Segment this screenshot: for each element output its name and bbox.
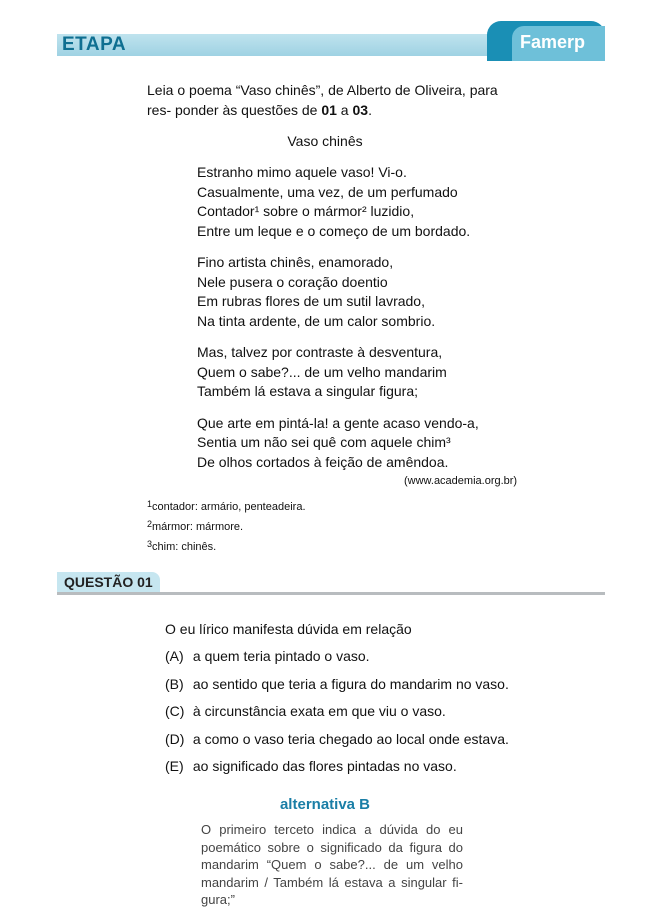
poem (197, 163, 479, 484)
intro-from: 01 (321, 102, 337, 118)
footnote (147, 497, 306, 517)
intro-to: 03 (352, 102, 369, 118)
stanza-4 (197, 414, 479, 473)
answer-explanation: O primeiro terceto indica a dúvida do eu poemático sobre o significado da figura do mandarim “Quem o sabe?... de um velho mandarim / Também lá estava a singular fi- gura;” (201, 822, 463, 907)
footnotes (147, 497, 306, 557)
footnote-number: 1 (147, 499, 153, 509)
intro-body: Leia o poema “Vaso chinês”, de Alberto de Oliveira, para res- ponder às questões de (147, 82, 498, 118)
option-text: ao significado das flores pintadas no vaso. (192, 758, 457, 774)
footnote (147, 517, 306, 537)
exam-name: Famerp (520, 32, 586, 52)
poem-line: Sentia um não sei quê com aquele chim³ (197, 434, 451, 450)
option-letter: (A) (165, 648, 184, 664)
stanza-3 (197, 343, 479, 402)
brand-logo: ETAPA (62, 34, 127, 55)
poem-line: Contador¹ sobre o mármor² luzidio, (197, 203, 415, 219)
poem-title: Vaso chinês (287, 133, 363, 149)
option-text: ao sentido que teria a figura do mandarim no vaso. (192, 675, 509, 692)
poem-line: Fino artista chinês, enamorado, (197, 254, 394, 270)
option-d (165, 731, 509, 759)
option-letter: (C) (165, 703, 185, 719)
poem-line: Entre um leque e o começo de um bordado. (197, 222, 471, 239)
poem-line: Nele pusera o coração doentio (197, 273, 388, 290)
poem-line: Estranho mimo aquele vaso! Vi-o. (197, 164, 407, 180)
option-letter: (B) (165, 675, 184, 692)
footnote-text: mármor: mármore. (152, 521, 244, 533)
poem-line: Quem o sabe?... de um velho mandarim (197, 363, 447, 380)
option-text: a como o vaso teria chegado ao local onde estava. (192, 730, 509, 747)
option-letter: (E) (165, 758, 184, 774)
question-divider (57, 592, 605, 595)
option-c (165, 703, 509, 731)
stanza-2 (197, 253, 479, 331)
option-text: a quem teria pintado o vaso. (192, 648, 370, 664)
question-label: QUESTÃO 01 (64, 574, 153, 590)
poem-line: Mas, talvez por contraste à desventura, (197, 344, 443, 360)
option-a (165, 648, 509, 676)
footnote-text: chim: chinês. (152, 541, 217, 553)
footnote-text: contador: armário, penteadeira. (152, 501, 306, 513)
poem-line: Em rubras flores de um sutil lavrado, (197, 293, 425, 309)
option-text: à circunstância exata em que viu o vaso. (192, 703, 446, 719)
footnote (147, 537, 306, 557)
intro-connector: a (336, 102, 353, 118)
footnote-number: 2 (147, 519, 153, 529)
stanza-1 (197, 163, 479, 241)
question-prompt: O eu lírico manifesta dúvida em relação (165, 621, 412, 637)
intro-text (147, 80, 517, 120)
answer-title: alternativa B (279, 796, 371, 813)
poem-line: De olhos cortados à feição de amêndoa. (197, 453, 449, 470)
intro-end: . (368, 102, 372, 118)
poem-line: Que arte em pintá-la! a gente acaso vendo-a, (197, 414, 479, 431)
poem-line: Casualmente, uma vez, de um perfumado (197, 183, 458, 200)
poem-line: Na tinta ardente, de um calor sombrio. (197, 312, 436, 329)
poem-source: (www.academia.org.br) (404, 475, 518, 487)
option-letter: (D) (165, 730, 185, 747)
option-b (165, 676, 509, 704)
poem-line: Também lá estava a singular figura; (197, 383, 418, 399)
option-e (165, 758, 509, 786)
option-list (165, 648, 509, 786)
footnote-number: 3 (147, 539, 153, 549)
